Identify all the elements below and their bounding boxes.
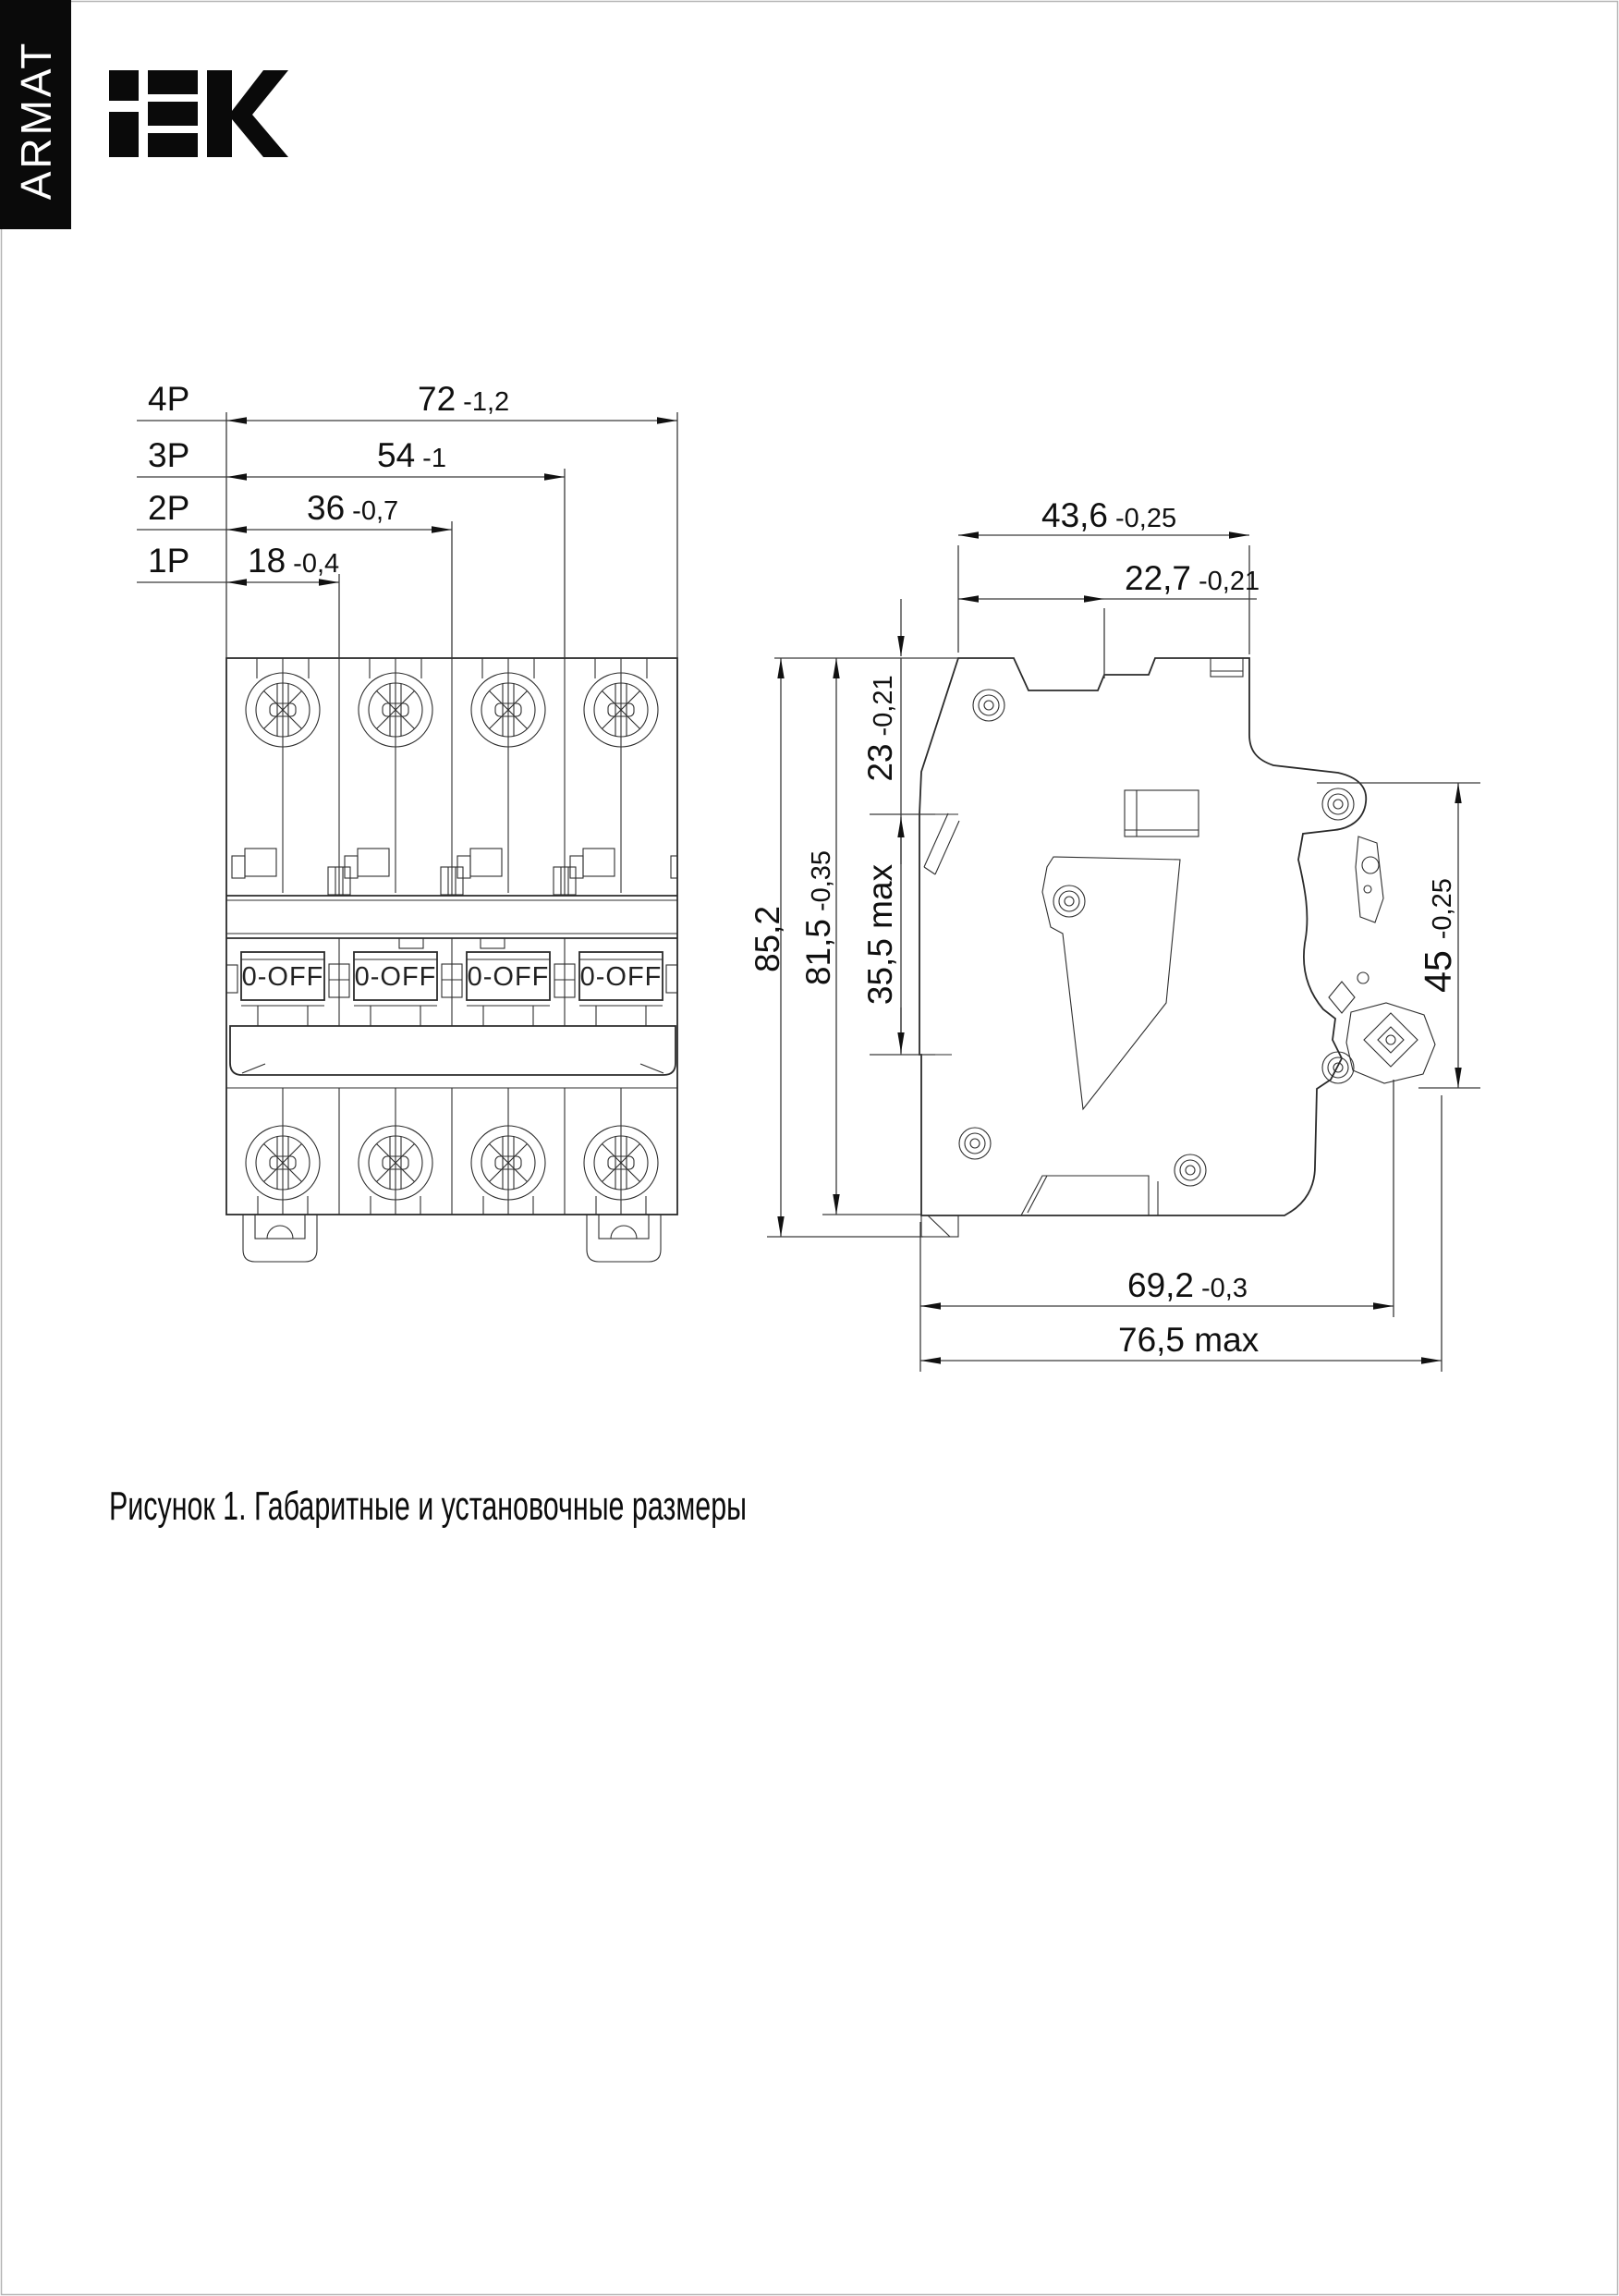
pole-count-label: 2P bbox=[148, 489, 190, 527]
pole-count-label: 3P bbox=[148, 436, 190, 474]
dim-top-to-step: 23-0,21 bbox=[861, 675, 899, 782]
dim-depth-max: 76,5 max bbox=[1118, 1321, 1260, 1359]
pole-count-label: 1P bbox=[148, 542, 190, 580]
dim-body-height: 81,5-0,35 bbox=[799, 849, 837, 986]
dim-width-1p: 18 -0,4 bbox=[248, 542, 340, 580]
armat-sidebar-tab bbox=[0, 0, 71, 229]
toggle-state-label: 0-OFF bbox=[579, 962, 663, 992]
toggle-state-label: 0-OFF bbox=[354, 962, 437, 992]
armat-series-label: ARMAT bbox=[12, 40, 60, 201]
figure-caption: Рисунок 1. Габаритные и установочные размеры bbox=[109, 1484, 747, 1529]
pole-count-label: 4P bbox=[148, 380, 190, 418]
dim-width-4p: 72 -1,2 bbox=[418, 380, 510, 418]
dim-depth: 69,2 -0,3 bbox=[1127, 1266, 1248, 1304]
dim-handle-offset: 22,7 -0,21 bbox=[1125, 559, 1260, 597]
dim-depth-top: 43,6 -0,25 bbox=[1041, 496, 1177, 534]
page-border bbox=[2, 2, 1618, 2295]
toggle-state-label: 0-OFF bbox=[467, 962, 550, 992]
toggle-state-label: 0-OFF bbox=[241, 962, 324, 992]
dim-width-2p: 36 -0,7 bbox=[307, 489, 399, 527]
dim-total-height: 85,2 bbox=[749, 905, 786, 973]
dim-front-protrusion: 35,5 max bbox=[861, 863, 899, 1006]
dim-din-height: 45-0,25 bbox=[1417, 878, 1459, 993]
dim-width-3p: 54 -1 bbox=[377, 436, 446, 474]
